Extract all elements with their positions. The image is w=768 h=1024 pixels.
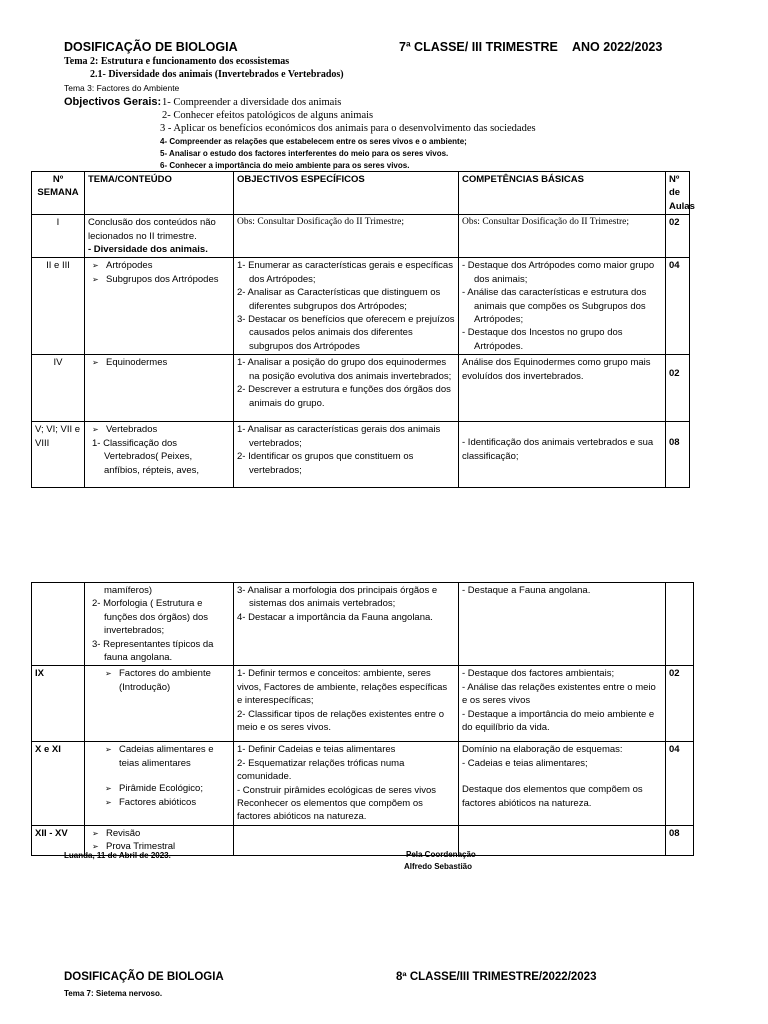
competencies-cell <box>459 666 666 742</box>
competency-item <box>462 770 662 783</box>
objective-item: 3- Analisar a morfologia dos principais órgãos e sistemas dos animais vertebrados; <box>237 585 438 610</box>
competencies-cell <box>459 825 666 855</box>
content-cell <box>85 258 234 355</box>
page-3-class: 8ª CLASSE/III TRIMESTRE/2022/2023 <box>396 971 597 983</box>
content-cell <box>85 742 234 825</box>
content-cell <box>85 355 234 422</box>
lessons-cell: 02 <box>666 666 694 742</box>
objective-item: 1- Enumerar as características gerais e específicas dos Artrópodes; <box>237 260 453 285</box>
schedule-table-1 <box>31 171 695 488</box>
competencies-cell: Obs: Consultar Dosificação do II Trimestre; <box>459 215 666 258</box>
competency-item: - Destaque dos Artrópodes como maior grupo dos animais; <box>462 260 655 285</box>
objectives-cell <box>234 258 459 355</box>
page-title: DOSIFICAÇÃO DE BIOLOGIA <box>64 40 238 54</box>
week-cell: II e III <box>32 258 85 355</box>
competency-item: Domínio na elaboração de esquemas: <box>462 744 623 756</box>
table-row <box>32 742 694 825</box>
header-objectivos: OBJECTIVOS ESPECÍFICOS <box>234 172 459 215</box>
objective-item: 4- Destacar a importância da Fauna angolana. <box>237 611 433 623</box>
competencies-cell: - Destaque a Fauna angolana. <box>459 583 666 666</box>
table-row <box>32 583 694 666</box>
class-trimester: 7ª CLASSE/ III TRIMESTRE <box>399 40 558 54</box>
week-cell: IX <box>32 666 85 742</box>
page-3-title: DOSIFICAÇÃO DE BIOLOGIA <box>64 971 224 983</box>
week-cell: IV <box>32 355 85 422</box>
objectives-cell <box>234 422 459 488</box>
week-cell: V; VI; VII e VIII <box>32 422 85 488</box>
objective-5: 5- Analisar o estudo dos factores interferentes do meio para os seres vivos. <box>160 149 449 158</box>
schedule-table-2 <box>31 582 694 856</box>
week-cell: I <box>32 215 85 258</box>
content-cell <box>85 422 234 488</box>
objectives-cell: Obs: Consultar Dosificação do II Trimestre; <box>234 215 459 258</box>
content-text: Conclusão dos conteúdos não lecionados no II trimestre. <box>88 217 216 242</box>
week-cell <box>32 583 85 666</box>
table-row <box>32 355 690 422</box>
objective-item: 1- Analisar a posição do grupo dos equinodermes na posição evolutiva dos animais invertebrados; <box>237 357 452 382</box>
theme-3: Tema 3: Factores do Ambiente <box>64 83 180 93</box>
objective-item: 2- Analisar as Características que distinguem os diferentes subgrupos dos Artrópodes; <box>237 287 441 312</box>
objectives-label: Objectivos Gerais: <box>64 96 162 108</box>
objective-item: 2- Esquematizar relações tróficas numa comunidade. <box>237 757 405 783</box>
arrow-bullet-item: ➢ Factores abióticos <box>101 796 230 809</box>
competency-item: - Destaque dos factores ambientais; <box>462 668 615 680</box>
lessons-cell: 02 <box>666 215 690 258</box>
content-item: 1- Classificação dos Vertebrados( Peixes, anfíbios, répteis, aves, <box>92 437 200 476</box>
content-item: 3- Representantes típicos da fauna angolana. <box>92 638 214 664</box>
objective-item: 3- Destacar os benefícios que oferecem e prejuízos causados pelos animais dos diferentes subgrupos dos Artrópodes <box>237 314 455 352</box>
lessons-cell: 08 <box>666 825 694 855</box>
header-competencias: COMPETÊNCIAS BÁSICAS <box>459 172 666 215</box>
table-row <box>32 666 694 742</box>
content-cell <box>85 215 234 258</box>
competency-item: - Análise das relações existentes entre o meio e os seres vivos <box>462 681 656 707</box>
competencies-cell: Análise dos Equinodermes como grupo mais evoluídos dos invertebrados. <box>459 355 666 422</box>
objectives-cell <box>234 742 459 825</box>
coordination-label: Pela Coordenação <box>406 850 476 859</box>
arrow-bullet-item: ➢ Revisão <box>88 827 230 840</box>
week-cell: XII - XV <box>32 825 85 855</box>
header-aulas: Nº de Aulas <box>666 172 690 215</box>
content-cell <box>85 583 234 666</box>
arrow-bullet-item: ➢ Equinodermes <box>88 356 230 369</box>
objectives-cell <box>234 355 459 422</box>
objective-item: Reconhecer os elementos que compõem os factores abióticos na natureza. <box>237 798 423 823</box>
objective-item: 2- Identificar os grupos que constituem os vertebrados; <box>237 451 414 476</box>
competency-item: - Análise das características e estrutura dos animais que compões os Subgrupos dos Artrópodes; <box>462 287 647 326</box>
arrow-bullet-item: ➢ Prova Trimestral <box>88 840 230 853</box>
lessons-cell: 04 <box>666 258 690 355</box>
objective-item: 1- Analisar as características gerais dos animais vertebrados; <box>237 424 441 449</box>
lessons-cell: 08 <box>666 422 690 488</box>
signature-date: Luanda, 11 de Abril de 2023. <box>64 851 171 860</box>
objective-item: - Construir pirâmides ecológicas de seres vivos <box>237 784 437 796</box>
competencies-cell <box>459 742 666 825</box>
competency-item: Destaque dos elementos que compõem os factores abióticos na natureza. <box>462 784 643 809</box>
arrow-bullet-item: ➢ Artrópodes <box>88 259 230 272</box>
objective-6: 6- Conhecer a importância do meio ambiente para os seres vivos. <box>160 161 410 170</box>
competency-item: - Cadeias e teias alimentares; <box>462 757 588 769</box>
objective-item: 2- Classificar tipos de relações existentes entre o meio e os seres vivos. <box>237 708 444 734</box>
lessons-cell: 04 <box>666 742 694 825</box>
header-tema: TEMA/CONTEÚDO <box>85 172 234 215</box>
objective-3: 3 - Aplicar os benefícios económicos dos animais para o desenvolvimento das sociedades <box>160 123 536 134</box>
objective-item: 1- Definir Cadeias e teias alimentares <box>237 744 396 756</box>
arrow-bullet-item: ➢ Pirâmide Ecológico; <box>101 782 230 795</box>
competency-item: - Destaque dos Incestos no grupo dos Artrópodes. <box>462 327 623 352</box>
lessons-cell <box>666 583 694 666</box>
lessons-cell: 02 <box>666 355 690 422</box>
subtheme: 2.1- Diversidade dos animais (Invertebrados e Vertebrados) <box>90 69 344 80</box>
table-row <box>32 422 690 488</box>
theme-7: Tema 7: Sietema nervoso. <box>64 989 163 998</box>
objective-item: 2- Descrever a estrutura e funções dos órgãos dos animais do grupo. <box>237 384 451 409</box>
competencies-cell <box>459 258 666 355</box>
table-row <box>32 258 690 355</box>
competencies-cell: - Identificação dos animais vertebrados e sua classificação; <box>459 422 666 488</box>
content-item: mamíferos) <box>104 585 153 596</box>
school-year: ANO 2022/2023 <box>572 40 663 54</box>
coordinator-name: Alfredo Sebastião <box>404 862 473 871</box>
objective-item: 1- Definir termos e conceitos: ambiente, seres vivos, Factores de ambiente, relações específicas e interespecíficas; <box>237 668 448 707</box>
objectives-cell <box>234 583 459 666</box>
objective-2: 2- Conhecer efeitos patológicos de alguns animais <box>162 110 374 121</box>
objective-4: 4- Compreender as relações que estabelecem entre os seres vivos e o ambiente; <box>160 137 467 146</box>
arrow-bullet-item: ➢ Vertebrados <box>88 423 230 436</box>
theme-2: Tema 2: Estrutura e funcionamento dos ecossistemas <box>64 56 290 67</box>
content-bold: - Diversidade dos animais. <box>88 244 208 256</box>
content-item: 2- Morfologia ( Estrutura e funções dos órgãos) dos invertebrados; <box>92 598 209 637</box>
week-cell: X e XI <box>32 742 85 825</box>
arrow-bullet-item: ➢ Factores do ambiente (Introdução) <box>101 667 230 694</box>
table-header-row <box>32 172 690 215</box>
competency-item: - Destaque a importância do meio ambiente e do equilíbrio da vida. <box>462 708 655 734</box>
arrow-bullet-item: ➢ Cadeias alimentares e teias alimentares <box>101 743 230 770</box>
table-row <box>32 215 690 258</box>
arrow-bullet-item: ➢ Subgrupos dos Artrópodes <box>88 273 230 286</box>
content-cell <box>85 666 234 742</box>
objectives-cell <box>234 666 459 742</box>
objective-1: 1- Compreender a diversidade dos animais <box>162 97 342 108</box>
header-semana: Nº SEMANA <box>32 172 85 215</box>
